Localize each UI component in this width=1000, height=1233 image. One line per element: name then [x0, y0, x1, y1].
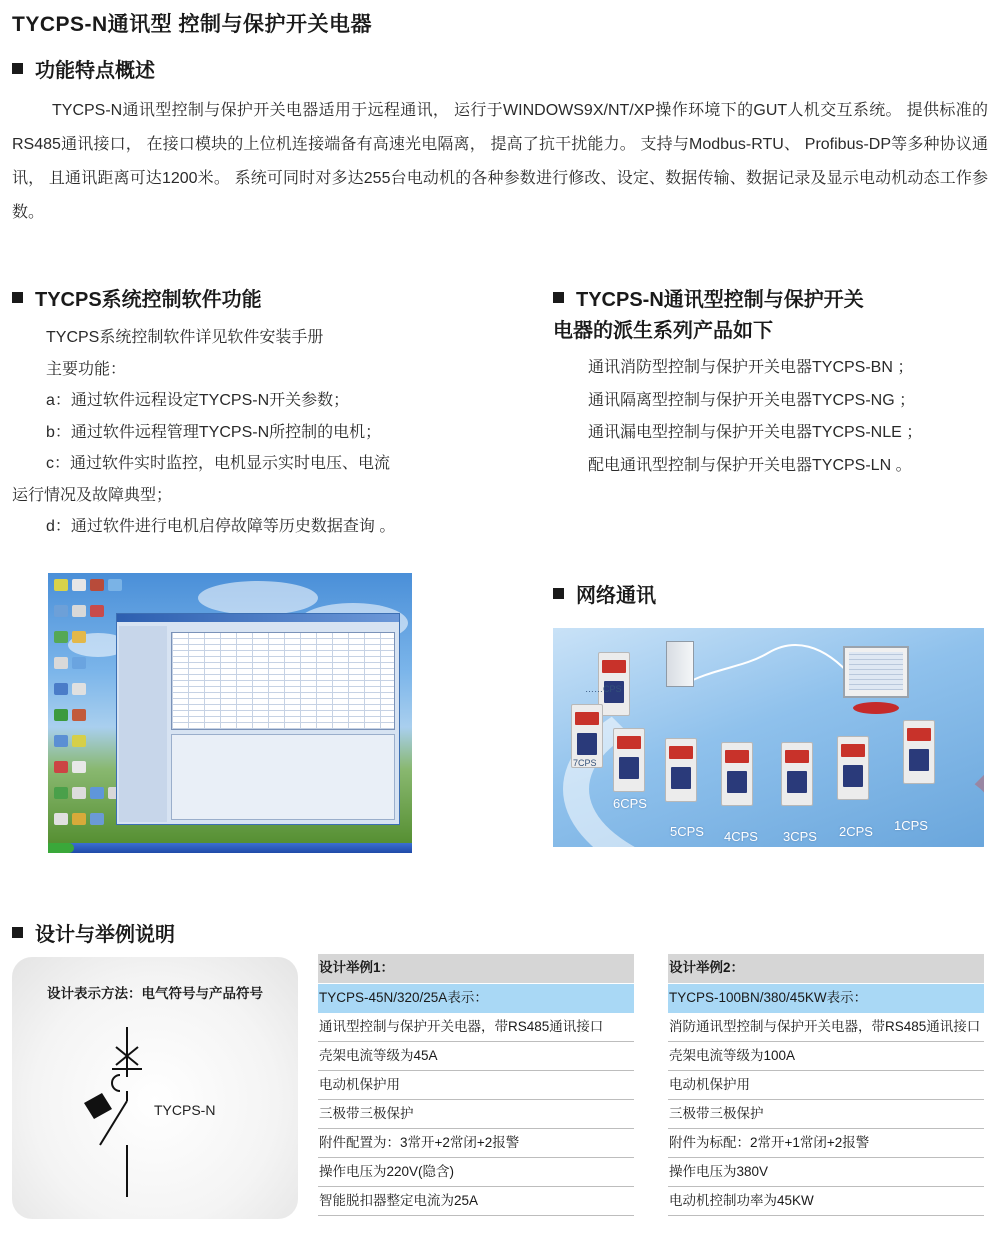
derived-item: 通讯消防型控制与保护开关电器TYCPS-BN ； [588, 359, 914, 376]
bullet-square-icon [12, 927, 23, 938]
bullet-square-icon [553, 588, 564, 599]
table-cell: 操作电压为380V [669, 1164, 769, 1179]
table-cell: 通讯型控制与保护开关电器，带RS485通讯接口 [319, 1019, 604, 1034]
device-icon [721, 742, 753, 806]
derived-heading-line2: 电器的派生系列产品如下 [553, 320, 773, 342]
device-icon [837, 736, 869, 800]
start-button [48, 843, 74, 853]
device-label-6: 6CPS [613, 796, 647, 811]
software-line: b：通过软件远程管理TYCPS-N所控制的电机； [46, 423, 382, 441]
table-cell: 电动机控制功率为45KW [669, 1193, 814, 1208]
electrical-symbol-icon [72, 1017, 162, 1207]
table-cell: 电动机保护用 [669, 1077, 750, 1092]
table-cell: 壳架电流等级为100A [669, 1048, 796, 1063]
server-icon [666, 641, 694, 687]
device-label-5: 5CPS [670, 824, 704, 839]
example2-title: 设计举例2： [669, 960, 745, 975]
software-line: d：通过软件进行电机启停故障等历史数据查询 。 [46, 518, 396, 535]
software-line: TYCPS系统控制软件详见软件安装手册 [46, 329, 324, 346]
table-row [318, 1013, 634, 1042]
table-row [318, 1042, 634, 1071]
network-heading [553, 579, 656, 608]
table-row [318, 1187, 634, 1216]
example2-title-row [668, 954, 984, 983]
bullet-square-icon [553, 292, 564, 303]
overview-heading-text: 功能特点概述 [35, 60, 155, 82]
table-cell: 壳架电流等级为45A [319, 1048, 438, 1063]
derived-heading [553, 283, 864, 312]
device-icon [781, 742, 813, 806]
device-label-2: 2CPS [839, 824, 873, 839]
taskbar [48, 843, 412, 853]
symbol-title: 设计表示方法：电气符号与产品符号 [47, 986, 263, 1001]
table-row [318, 1129, 634, 1158]
page-title: TYCPS-N通讯型 控制与保护开关电器 [12, 13, 373, 36]
software-heading [12, 283, 262, 312]
device-label-dots: ……CPS [585, 684, 622, 694]
device-label-1: 1CPS [894, 818, 928, 833]
device-label-4: 4CPS [724, 829, 758, 844]
table-cell: 附件配置为：3常开+2常闭+2报警 [319, 1135, 520, 1150]
symbol-label: TYCPS-N [154, 1102, 216, 1118]
table-row [318, 1071, 634, 1100]
table-row [668, 1013, 984, 1042]
example1-table [318, 954, 634, 1214]
derived-item: 通讯隔离型控制与保护开关电器TYCPS-NG ； [588, 391, 916, 409]
software-list [12, 322, 532, 543]
example1-code-row [318, 984, 634, 1013]
app-window [116, 613, 400, 825]
device-label-7: 7CPS [573, 758, 597, 768]
table-cell: 三极带三极保护 [669, 1106, 764, 1121]
derived-item: 通讯漏电型控制与保护开关电器TYCPS-NLE ； [588, 424, 923, 441]
symbol-panel [12, 957, 298, 1219]
bullet-square-icon [12, 292, 23, 303]
monitor-base [853, 702, 899, 714]
computer-monitor-icon [843, 646, 909, 698]
table-row [668, 1158, 984, 1187]
network-diagram [553, 628, 984, 847]
example1-title-row [318, 954, 634, 983]
derived-item: 配电通讯型控制与保护开关电器TYCPS-LN 。 [588, 456, 912, 474]
device-icon [613, 728, 645, 792]
derived-heading-cont [553, 314, 773, 343]
software-line: 运行情况及故障典型； [12, 486, 173, 504]
example1-code: TYCPS-45N/320/25A表示： [319, 990, 488, 1005]
table-row [318, 1158, 634, 1187]
bullet-square-icon [12, 63, 23, 74]
software-line: c：通过软件实时监控，电机显示实时电压、电流 [46, 455, 391, 472]
overview-body [12, 94, 988, 230]
derived-heading-line1: TYCPS-N通讯型控制与保护开关 [576, 289, 864, 311]
software-line: a：通过软件远程设定TYCPS-N开关参数； [46, 392, 350, 409]
example1-title: 设计举例1： [319, 960, 395, 975]
software-line: 主要功能： [46, 360, 127, 378]
table-row [668, 1042, 984, 1071]
device-icon [665, 738, 697, 802]
software-screenshot [48, 573, 412, 853]
table-cell: 附件为标配：2常开+1常闭+2报警 [669, 1135, 870, 1150]
table-row [668, 1129, 984, 1158]
example2-code: TYCPS-100BN/380/45KW表示： [669, 990, 868, 1005]
design-heading [12, 918, 175, 947]
network-heading-text: 网络通讯 [576, 585, 656, 607]
table-cell: 三极带三极保护 [319, 1106, 414, 1121]
overview-paragraph: TYCPS-N通讯型控制与保护开关电器适用于远程通讯， 运行于WINDOWS9X/NT/XP操作环境下的GUT人机交互系统。 提供标准的RS485通讯接口， 在接口模块的上位机连接端备有高速光电隔离， 提高了抗干扰能力。 支持与Modbus-RTU、 Profibus-DP等多种协议通讯， 且通讯距离可达1200米。 系统可同时对多达255台电动机的各种参数进行修改、设定、数据传输、数据记录及显示电动机动态工作参数。 [12, 102, 988, 221]
table-cell: 消防通讯型控制与保护开关电器，带RS485通讯接口 [669, 1019, 981, 1034]
table-cell: 操作电压为220V(隐含) [319, 1164, 455, 1179]
table-cell: 电动机保护用 [319, 1077, 400, 1092]
table-row [668, 1187, 984, 1216]
software-heading-text: TYCPS系统控制软件功能 [35, 289, 262, 311]
device-label-3: 3CPS [783, 829, 817, 844]
example2-table [668, 954, 984, 1214]
design-heading-text: 设计与举例说明 [35, 924, 175, 946]
derived-list [588, 352, 922, 482]
table-row [668, 1100, 984, 1129]
table-row [668, 1071, 984, 1100]
example2-code-row [668, 984, 984, 1013]
table-row [318, 1100, 634, 1129]
device-icon [903, 720, 935, 784]
overview-heading [12, 54, 155, 83]
table-cell: 智能脱扣器整定电流为25A [319, 1193, 479, 1208]
